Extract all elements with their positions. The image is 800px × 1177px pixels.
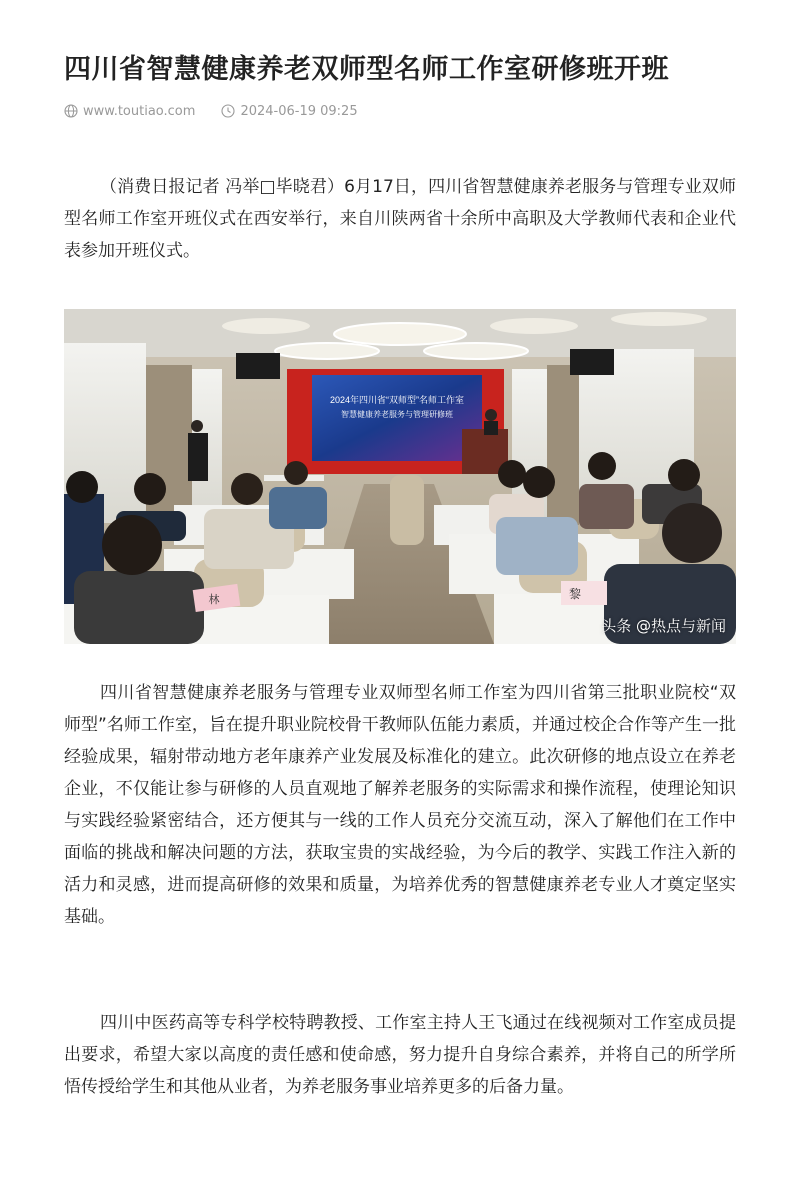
- clock-icon: [221, 104, 235, 118]
- classroom-photo-image: [64, 309, 736, 644]
- publish-time: 2024-06-19 09:25: [240, 103, 358, 119]
- screen-title-line2: 智慧健康养老服务与管理研修班: [341, 410, 453, 419]
- article-meta: [64, 101, 358, 121]
- globe-icon: [64, 104, 78, 118]
- article-photo: [64, 309, 736, 644]
- source-link[interactable]: www.toutiao.com: [83, 103, 196, 119]
- source-meta: [64, 104, 195, 119]
- article-paragraph-3: 四川中医药高等专科学校特聘教授、工作室主持人王飞通过在线视频对工作室成员提出要求，希望大家以高度的责任感和使命感，努力提升自身综合素养，并将自己的所学所悟传授给学生和其他从业者，为养老服务事业培养更多的后备力量。: [64, 1013, 736, 1097]
- screen-title-line1: 2024年四川省“双师型”名师工作室: [329, 395, 465, 405]
- name-card-1: 黎: [568, 587, 582, 601]
- article-title: 四川省智慧健康养老双师型名师工作室研修班开班: [64, 54, 669, 85]
- time-meta: [221, 104, 357, 119]
- name-card-2: 林: [208, 593, 220, 606]
- article-paragraph-1: （消费日报记者 冯举□毕晓君）6月17日，四川省智慧健康养老服务与管理专业双师型名师工作室开班仪式在西安举行，来自川陕两省十余所中高职及大学教师代表和企业代表参加开班仪式。: [64, 177, 736, 261]
- article-paragraph-2: 四川省智慧健康养老服务与管理专业双师型名师工作室为四川省第三批职业院校“双师型”名师工作室，旨在提升职业院校骨干教师队伍能力素质，并通过校企合作等产生一批经验成果，辐射带动地方老年康养产业发展及标准化的建立。此次研修的地点设立在养老企业，不仅能让参与研修的人员直观地了解养老服务的实际需求和操作流程，使理论知识与实践经验紧密结合，还方便其与一线的工作人员充分交流互动，深入了解他们在工作中面临的挑战和解决问题的方法，获取宝贵的实战经验，为今后的教学、实践工作注入新的活力和灵感，进而提高研修的效果和质量，为培养优秀的智慧健康养老专业人才奠定坚实基础。: [64, 683, 736, 927]
- photo-watermark: 头条 @热点与新闻: [601, 617, 726, 635]
